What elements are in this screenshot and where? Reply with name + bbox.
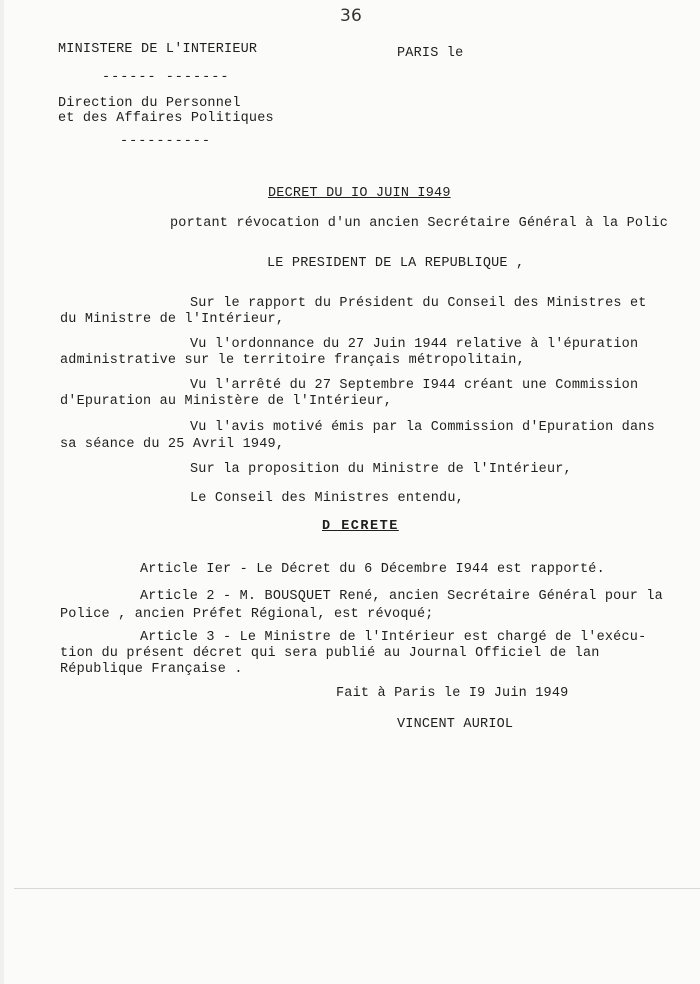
preamble-2-line-1: Vu l'ordonnance du 27 Juin 1944 relative à l'épuration	[190, 337, 639, 352]
article-1: Article Ier - Le Décret du 6 Décembre I944 est rapporté.	[140, 562, 605, 577]
preamble-3-line-1: Vu l'arrêté du 27 Septembre I944 créant une Commission	[190, 378, 639, 393]
direction-line-1: Direction du Personnel	[58, 96, 241, 111]
ministry-heading: MINISTERE DE L'INTERIEUR	[58, 42, 258, 57]
article-2-line-2: Police , ancien Préfet Régional, est révoqué;	[60, 607, 434, 622]
preamble-4-line-2: sa séance du 25 Avril 1949,	[60, 437, 285, 452]
bottom-rule	[14, 888, 700, 889]
direction-line-2: et des Affaires Politiques	[58, 111, 274, 126]
preamble-1-line-1: Sur le rapport du Président du Conseil des Ministres et	[190, 296, 647, 311]
direction-rule: ----------	[120, 134, 212, 149]
president-heading: LE PRESIDENT DE LA REPUBLIQUE ,	[267, 256, 525, 271]
signatory-name: VINCENT AURIOL	[397, 717, 514, 732]
preamble-5: Sur la proposition du Ministre de l'Intérieur,	[190, 462, 572, 477]
ministry-rule: ------ -------	[102, 70, 230, 85]
article-3-line-1: Article 3 - Le Ministre de l'Intérieur est chargé de l'exécu-	[140, 630, 647, 645]
preamble-1-line-2: du Ministre de l'Intérieur,	[60, 312, 285, 327]
decree-title: DECRET DU IO JUIN I949	[268, 186, 451, 201]
preamble-2-line-2: administrative sur le territoire français métropolitain,	[60, 353, 525, 368]
decrees-heading: D ECRETE	[322, 519, 399, 534]
decree-subtitle: portant révocation d'un ancien Secrétaire Général à la Polic	[170, 216, 669, 231]
page-number: 36	[340, 6, 363, 26]
preamble-4-line-1: Vu l'avis motivé émis par la Commission d'Epuration dans	[190, 420, 655, 435]
signature-place-date: Fait à Paris le I9 Juin 1949	[336, 686, 569, 701]
article-3-line-3: République Française .	[60, 662, 243, 677]
article-2-line-1: Article 2 - M. BOUSQUET René, ancien Secrétaire Général pour la	[140, 589, 663, 604]
article-3-line-2: tion du présent décret qui sera publié au Journal Officiel de lan	[60, 646, 600, 661]
preamble-6: Le Conseil des Ministres entendu,	[190, 491, 464, 506]
preamble-3-line-2: d'Epuration au Ministère de l'Intérieur,	[60, 394, 393, 409]
place-date-line: PARIS le	[397, 46, 464, 61]
page-edge	[0, 0, 4, 984]
